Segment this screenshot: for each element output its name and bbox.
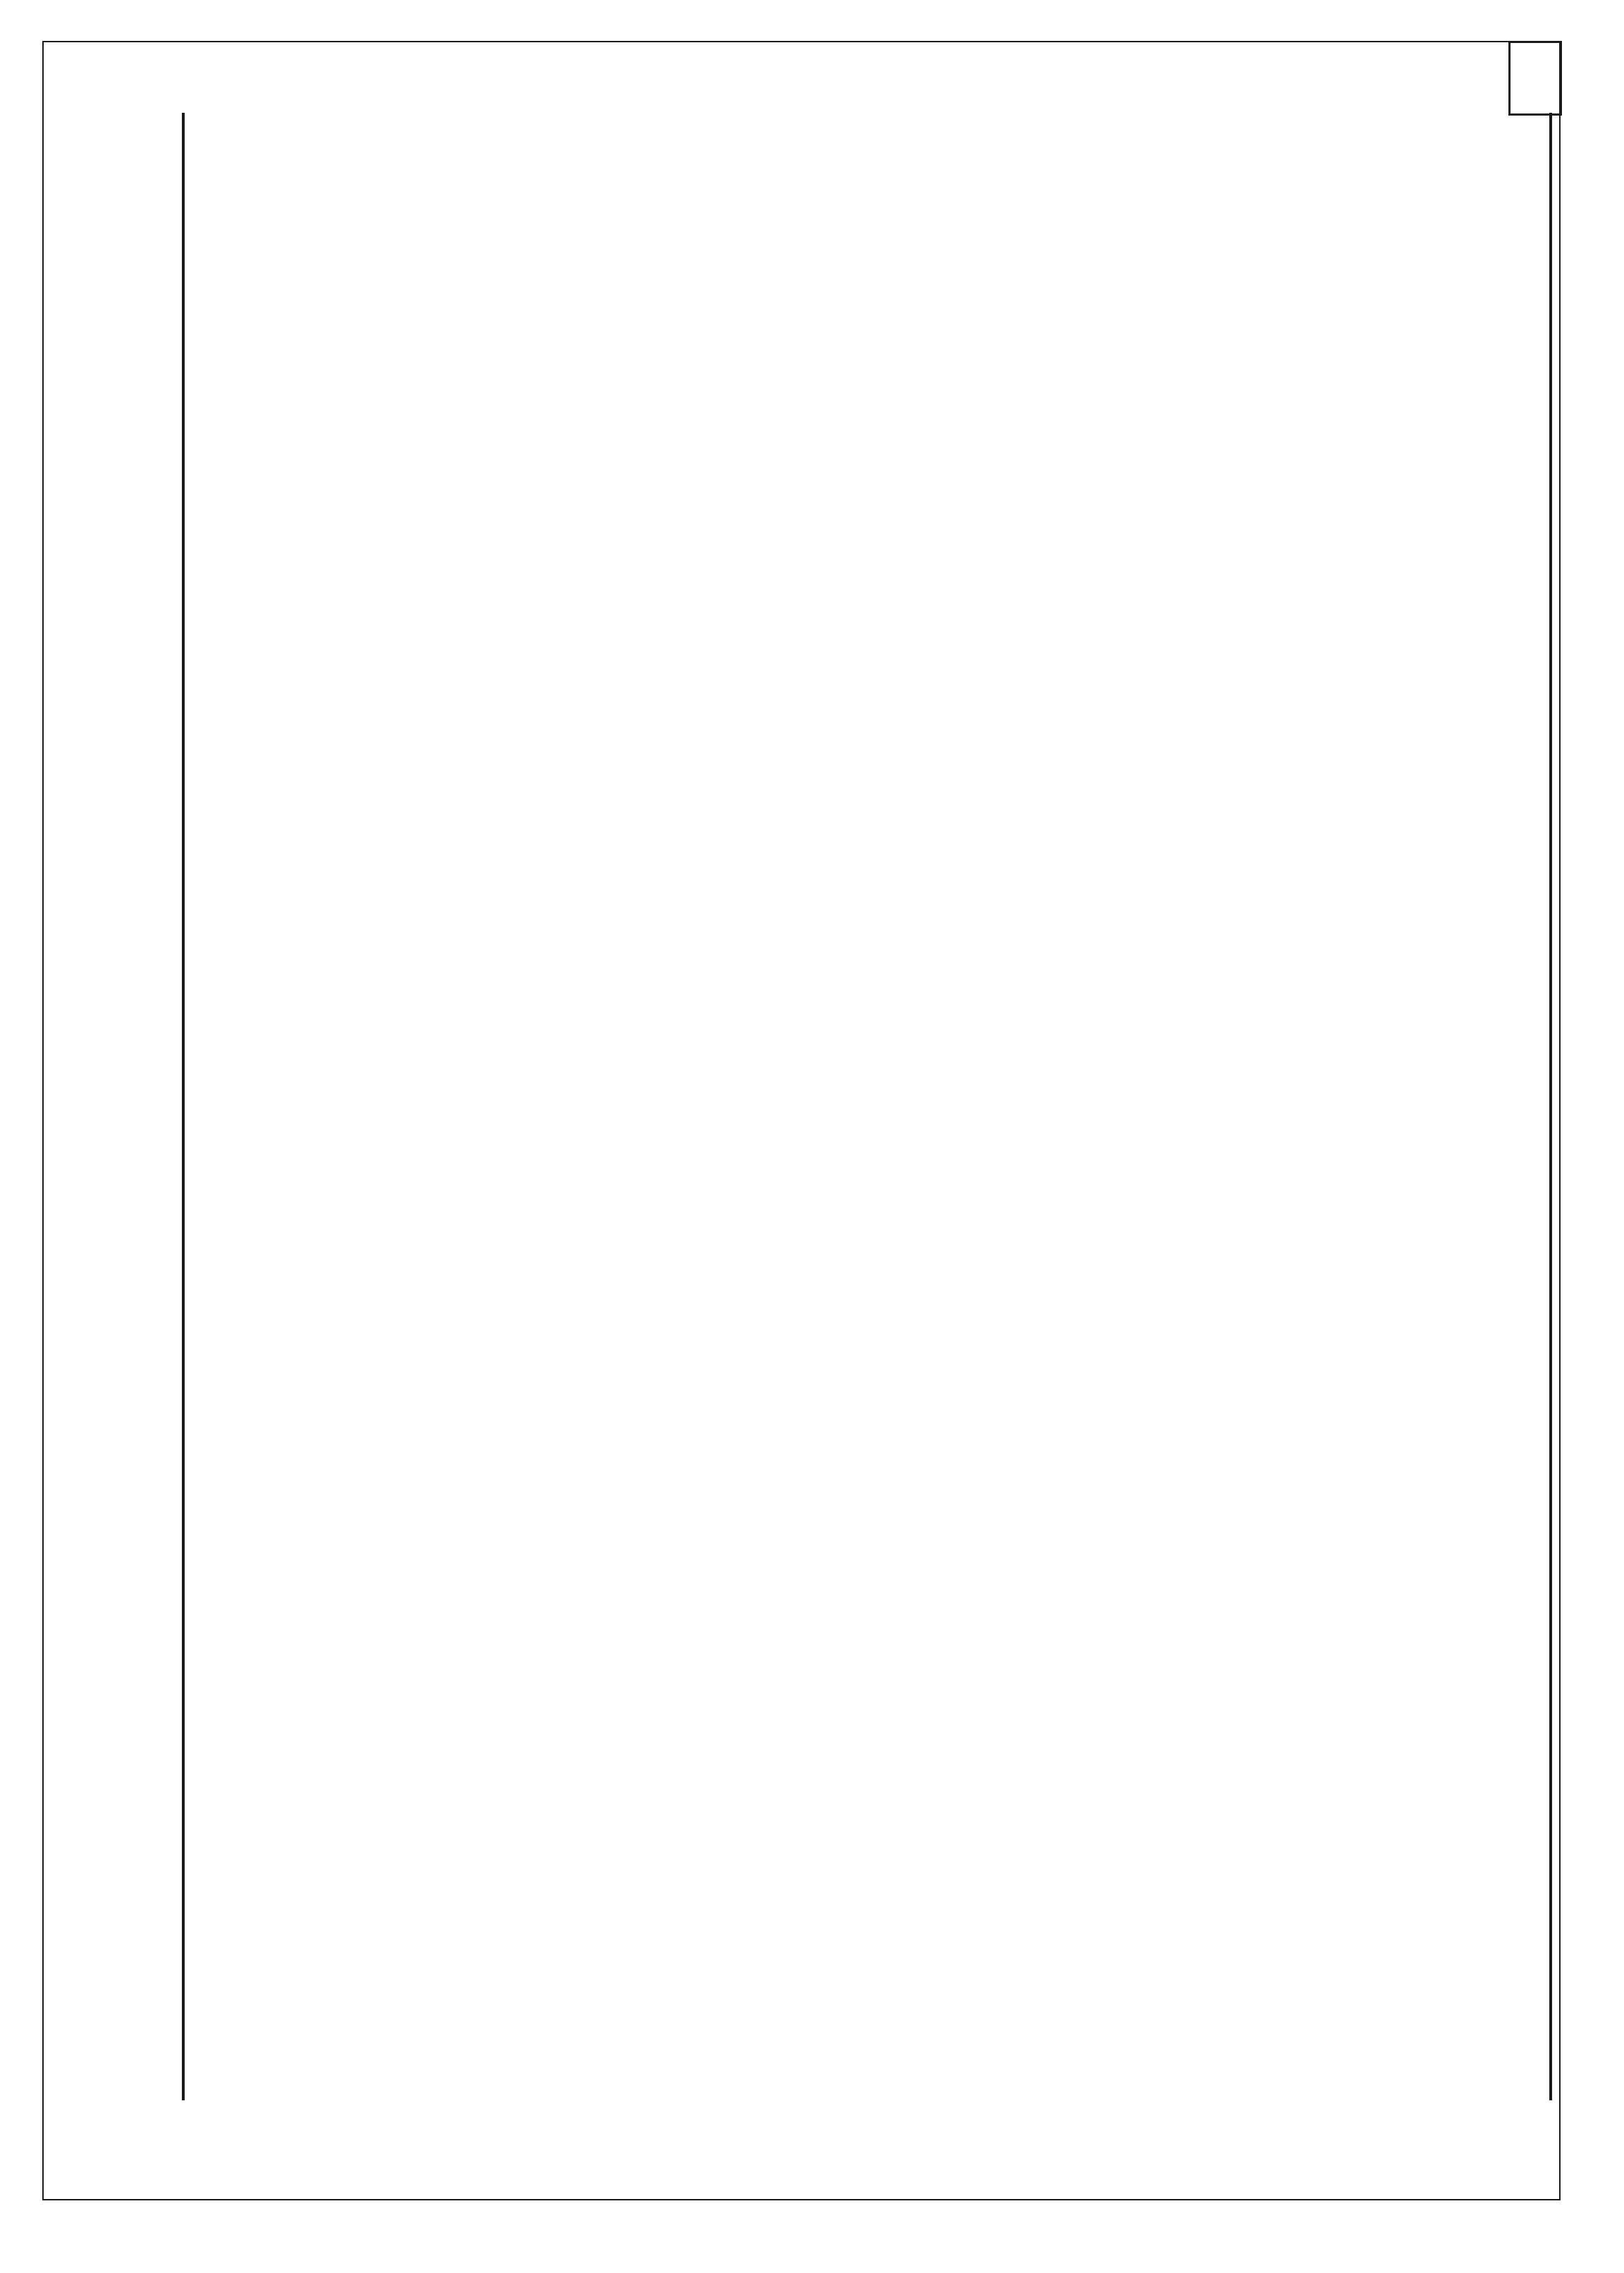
main-right-border	[1549, 113, 1552, 2100]
page-number-box	[1508, 41, 1562, 116]
main-left-border	[182, 113, 185, 2100]
outer-frame	[42, 41, 1561, 2200]
